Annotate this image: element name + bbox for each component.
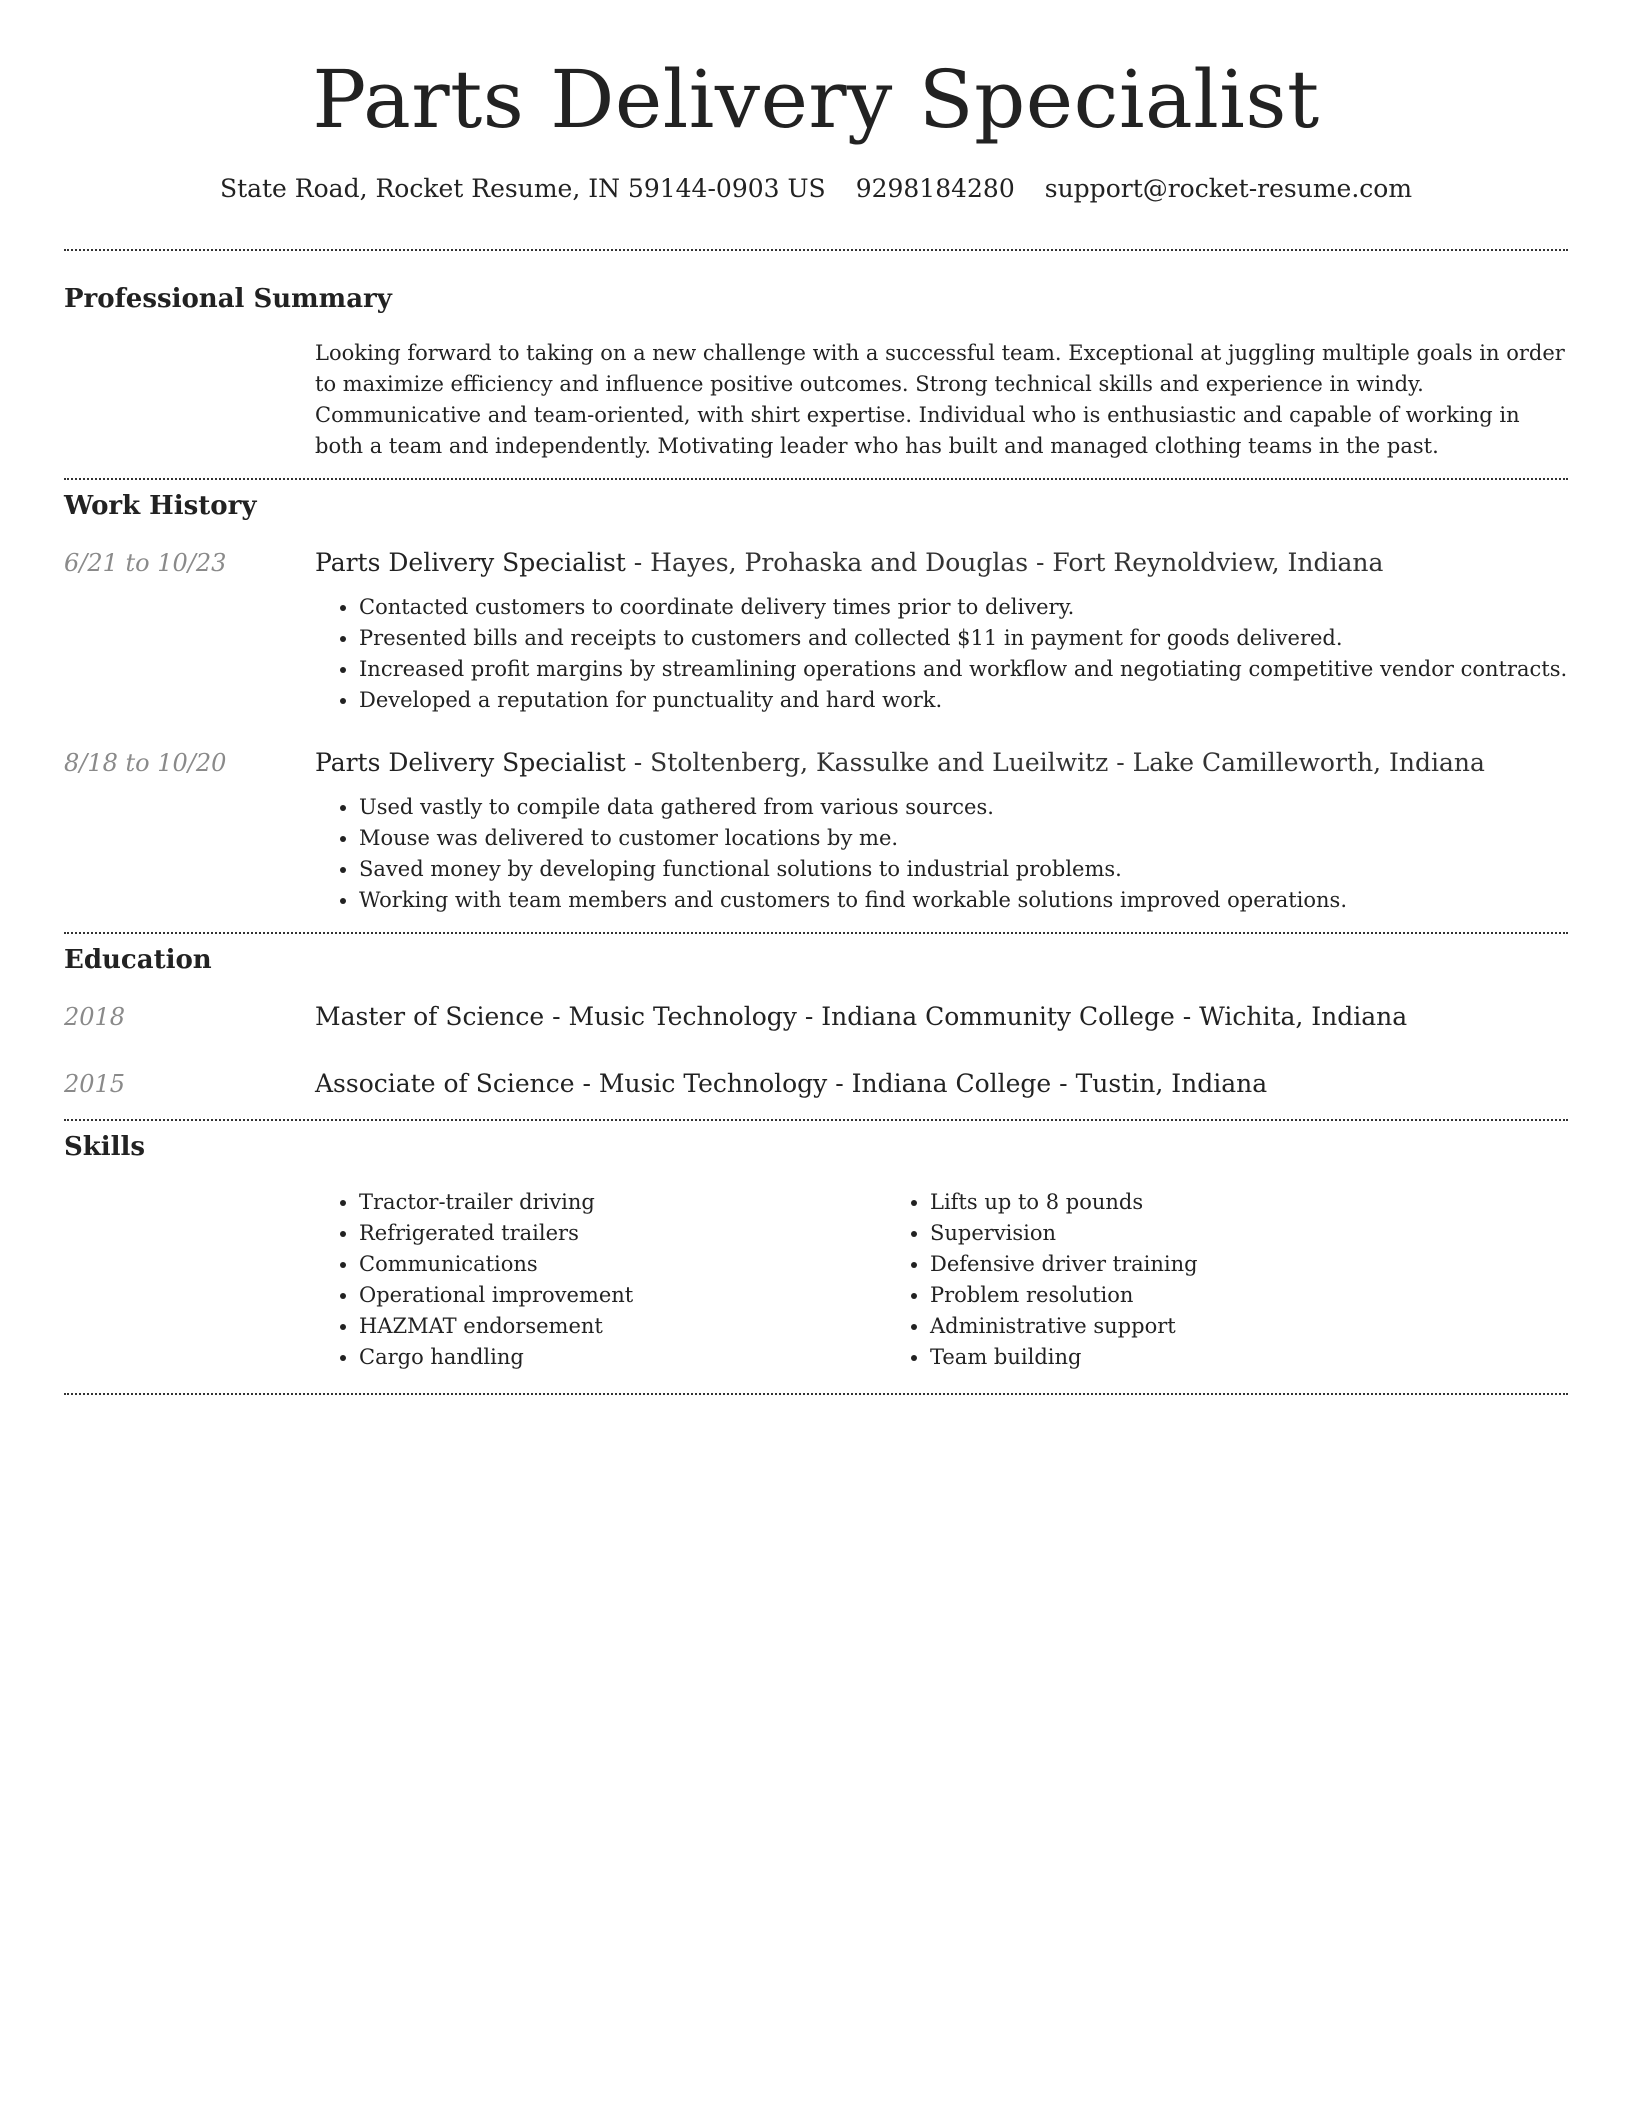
job-role: Parts Delivery Specialist <box>315 748 626 777</box>
skill-item: • Team building <box>930 1342 1457 1373</box>
summary-text: Looking forward to taking on a new challenge with a successful team. Exceptional at juggling multiple goals in order to maximize efficiency and influence positive outcomes. Strong technical skills and experience in windy. Communicative and team-oriented, with shirt expertise. Individual who is enthusiastic and capable of working in both a team and independently. Motivating leader who has built and managed clothing teams in the past. <box>315 341 1565 458</box>
job-details: - Stoltenberg, Kassulke and Lueilwitz - Lake Camilleworth, Indiana <box>625 748 1485 777</box>
list-item: • Contacted customers to coordinate delivery times prior to delivery. <box>359 592 1568 623</box>
job-bullets <box>315 792 1568 916</box>
contact-email: support@rocket-resume.com <box>1044 174 1413 203</box>
job-details: - Hayes, Prohaska and Douglas - Fort Reynoldview, Indiana <box>625 548 1384 577</box>
skills-list-right <box>886 1187 1457 1373</box>
list-item: • Mouse was delivered to customer locations by me. <box>359 823 1568 854</box>
education-section <box>64 934 1568 1099</box>
section-title-skills: Skills <box>64 1132 146 1162</box>
section-divider <box>64 1393 1568 1395</box>
skill-item: • Supervision <box>930 1218 1457 1249</box>
resume-header <box>64 0 1568 204</box>
job-dates: 8/18 to 10/20 <box>64 749 227 777</box>
skill-item: • Cargo handling <box>359 1342 886 1373</box>
skills-grid <box>315 1187 1568 1373</box>
section-title-work: Work History <box>64 491 257 521</box>
section-title-summary: Professional Summary <box>64 284 392 314</box>
contact-address: State Road, Rocket Resume, IN 59144-0903 US <box>219 174 826 203</box>
skill-item: • Defensive driver training <box>930 1249 1457 1280</box>
candidate-name: Parts Delivery Specialist <box>312 53 1320 146</box>
job-title <box>315 548 1568 578</box>
job-entry <box>64 748 1568 916</box>
skill-item: • Operational improvement <box>359 1280 886 1311</box>
job-title <box>315 748 1568 778</box>
job-role: Parts Delivery Specialist <box>315 548 626 577</box>
education-title: Associate of Science - Music Technology - Indiana College - Tustin, Indiana <box>315 1069 1268 1098</box>
job-bullets <box>315 592 1568 716</box>
skill-item: • Problem resolution <box>930 1280 1457 1311</box>
education-title: Master of Science - Music Technology - Indiana Community College - Wichita, Indiana <box>315 1002 1408 1031</box>
list-item: • Presented bills and receipts to customers and collected $11 in payment for goods delivered. <box>359 623 1568 654</box>
work-history-section <box>64 480 1568 916</box>
contact-phone: 9298184280 <box>855 174 1015 203</box>
education-year: 2015 <box>64 1070 126 1098</box>
skills-list-left <box>315 1187 886 1373</box>
list-item: • Saved money by developing functional solutions to industrial problems. <box>359 854 1568 885</box>
contact-line <box>64 174 1568 204</box>
education-entry <box>64 1069 1568 1099</box>
skill-item: • Administrative support <box>930 1311 1457 1342</box>
skill-item: • Tractor-trailer driving <box>359 1187 886 1218</box>
list-item: • Working with team members and customers to find workable solutions improved operations. <box>359 885 1568 916</box>
education-entry <box>64 1002 1568 1032</box>
list-item: • Used vastly to compile data gathered from various sources. <box>359 792 1568 823</box>
skill-item: • HAZMAT endorsement <box>359 1311 886 1342</box>
summary-section <box>64 251 1568 462</box>
skills-section <box>64 1121 1568 1373</box>
job-dates: 6/21 to 10/23 <box>64 549 227 577</box>
skill-item: • Refrigerated trailers <box>359 1218 886 1249</box>
education-year: 2018 <box>64 1003 126 1031</box>
list-item: • Increased profit margins by streamlining operations and workflow and negotiating competitive vendor contracts. <box>359 654 1568 685</box>
job-entry <box>64 548 1568 716</box>
list-item: • Developed a reputation for punctuality and hard work. <box>359 685 1568 716</box>
skill-item: • Communications <box>359 1249 886 1280</box>
section-title-education: Education <box>64 945 212 975</box>
resume-page <box>64 0 1568 1395</box>
skill-item: • Lifts up to 8 pounds <box>930 1187 1457 1218</box>
